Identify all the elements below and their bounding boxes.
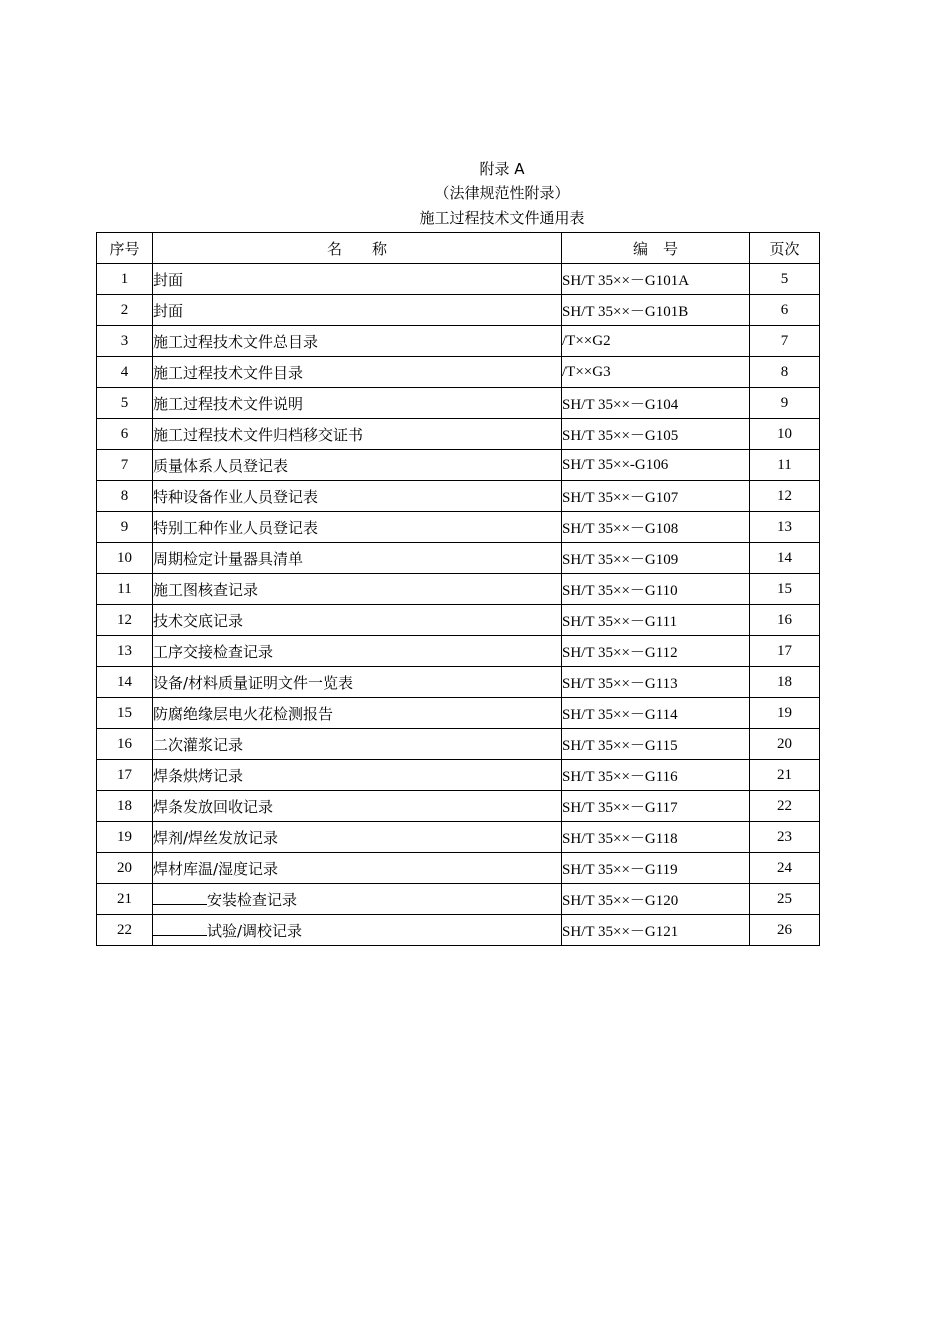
row-name-cell: [153, 419, 562, 450]
row-page: 25: [750, 884, 820, 915]
row-name-cell: [153, 326, 562, 357]
row-page: 14: [750, 543, 820, 574]
row-name: 焊剂/焊丝发放记录: [153, 828, 279, 847]
row-name: 施工过程技术文件归档移交证书: [153, 425, 364, 444]
row-page: 21: [750, 760, 820, 791]
table-row: [97, 326, 820, 357]
table-row: [97, 543, 820, 574]
row-code: SH/T 35××－G113: [562, 667, 750, 698]
row-code: SH/T 35××－G107: [562, 481, 750, 512]
row-page: 6: [750, 295, 820, 326]
table-row: [97, 791, 820, 822]
row-seq: 15: [97, 698, 153, 729]
fill-in-blank: [153, 890, 207, 905]
row-name-cell: [153, 512, 562, 543]
row-page: 15: [750, 574, 820, 605]
row-name-cell: [153, 915, 562, 946]
table-row: [97, 915, 820, 946]
row-name-cell: [153, 543, 562, 574]
row-seq: 12: [97, 605, 153, 636]
row-name: 技术交底记录: [153, 611, 244, 630]
table-row: [97, 450, 820, 481]
row-seq: 7: [97, 450, 153, 481]
table-row: [97, 667, 820, 698]
table-row: [97, 884, 820, 915]
row-code: SH/T 35××－G101B: [562, 295, 750, 326]
table-row: [97, 760, 820, 791]
appendix-title: 附录 A: [479, 160, 525, 178]
row-page: 13: [750, 512, 820, 543]
row-code: SH/T 35××－G105: [562, 419, 750, 450]
row-name-cell: [153, 357, 562, 388]
row-code: SH/T 35××－G117: [562, 791, 750, 822]
row-name-cell: [153, 264, 562, 295]
row-page: 16: [750, 605, 820, 636]
header-seq: 序号: [97, 233, 153, 264]
table-header-row: [97, 233, 820, 264]
row-name-cell: [153, 450, 562, 481]
row-seq: 1: [97, 264, 153, 295]
row-name: 施工过程技术文件总目录: [153, 332, 319, 351]
row-code: SH/T 35××－G116: [562, 760, 750, 791]
row-name-cell: [153, 667, 562, 698]
row-seq: 21: [97, 884, 153, 915]
table-row: [97, 822, 820, 853]
table-row: [97, 729, 820, 760]
row-seq: 6: [97, 419, 153, 450]
row-name: 焊条发放回收记录: [153, 797, 274, 816]
appendix-subtitle: （法律规范性附录）: [434, 184, 570, 202]
row-page: 18: [750, 667, 820, 698]
row-name-cell: [153, 295, 562, 326]
table-row: [97, 419, 820, 450]
row-code: SH/T 35××－G118: [562, 822, 750, 853]
row-name-cell: [153, 853, 562, 884]
row-name-cell: [153, 605, 562, 636]
row-name-cell: [153, 729, 562, 760]
row-seq: 14: [97, 667, 153, 698]
row-code: SH/T 35××－G108: [562, 512, 750, 543]
row-page: 26: [750, 915, 820, 946]
header-name: 名 称: [153, 233, 562, 264]
row-page: 8: [750, 357, 820, 388]
row-code: SH/T 35××－G111: [562, 605, 750, 636]
row-code: SH/T 35××－G115: [562, 729, 750, 760]
row-seq: 10: [97, 543, 153, 574]
row-page: 20: [750, 729, 820, 760]
row-name-cell: [153, 884, 562, 915]
row-seq: 16: [97, 729, 153, 760]
row-name: 设备/材料质量证明文件一览表: [153, 673, 354, 692]
table-row: [97, 357, 820, 388]
table-row: [97, 853, 820, 884]
row-name: 施工图核查记录: [153, 580, 259, 599]
row-name: 安装检查记录: [207, 890, 298, 909]
table-title: 施工过程技术文件通用表: [419, 209, 585, 227]
row-seq: 18: [97, 791, 153, 822]
row-seq: 5: [97, 388, 153, 419]
row-page: 12: [750, 481, 820, 512]
row-code: SH/T 35××－G121: [562, 915, 750, 946]
row-code: SH/T 35××-G106: [562, 450, 750, 481]
row-name: 特别工种作业人员登记表: [153, 518, 319, 537]
row-name: 周期检定计量器具清单: [153, 549, 304, 568]
header-code: 编 号: [562, 233, 750, 264]
row-name: 特种设备作业人员登记表: [153, 487, 319, 506]
row-page: 19: [750, 698, 820, 729]
table-row: [97, 481, 820, 512]
row-name: 施工过程技术文件说明: [153, 394, 304, 413]
row-seq: 13: [97, 636, 153, 667]
row-seq: 11: [97, 574, 153, 605]
table-row: [97, 698, 820, 729]
row-name: 焊条烘烤记录: [153, 766, 244, 785]
row-name: 二次灌浆记录: [153, 735, 244, 754]
row-name-cell: [153, 760, 562, 791]
row-page: 17: [750, 636, 820, 667]
row-name-cell: [153, 791, 562, 822]
row-seq: 9: [97, 512, 153, 543]
row-page: 10: [750, 419, 820, 450]
row-name-cell: [153, 822, 562, 853]
row-code: /T××G3: [562, 357, 750, 388]
row-page: 5: [750, 264, 820, 295]
row-code: SH/T 35××－G101A: [562, 264, 750, 295]
row-seq: 3: [97, 326, 153, 357]
row-code: SH/T 35××－G104: [562, 388, 750, 419]
table-row: [97, 512, 820, 543]
row-name: 防腐绝缘层电火花检测报告: [153, 704, 334, 723]
row-code: SH/T 35××－G110: [562, 574, 750, 605]
row-page: 23: [750, 822, 820, 853]
row-name: 封面: [153, 301, 184, 320]
row-page: 24: [750, 853, 820, 884]
row-code: /T××G2: [562, 326, 750, 357]
fill-in-blank: [153, 921, 207, 936]
row-code: SH/T 35××－G119: [562, 853, 750, 884]
table-row: [97, 636, 820, 667]
table-row: [97, 264, 820, 295]
row-name: 焊材库温/湿度记录: [153, 859, 279, 878]
forms-table: [96, 232, 820, 946]
table-row: [97, 574, 820, 605]
row-seq: 22: [97, 915, 153, 946]
row-seq: 17: [97, 760, 153, 791]
row-name: 工序交接检查记录: [153, 642, 274, 661]
row-seq: 19: [97, 822, 153, 853]
row-name: 施工过程技术文件目录: [153, 363, 304, 382]
row-name: 试验/调校记录: [207, 921, 303, 940]
row-name-cell: [153, 481, 562, 512]
row-page: 22: [750, 791, 820, 822]
row-name: 封面: [153, 270, 184, 289]
row-name-cell: [153, 388, 562, 419]
row-seq: 2: [97, 295, 153, 326]
table-row: [97, 295, 820, 326]
row-code: SH/T 35××－G109: [562, 543, 750, 574]
table-row: [97, 605, 820, 636]
header-page: 页次: [750, 233, 820, 264]
row-name-cell: [153, 698, 562, 729]
row-code: SH/T 35××－G114: [562, 698, 750, 729]
row-seq: 8: [97, 481, 153, 512]
row-name-cell: [153, 636, 562, 667]
row-name-cell: [153, 574, 562, 605]
row-code: SH/T 35××－G112: [562, 636, 750, 667]
row-page: 7: [750, 326, 820, 357]
row-seq: 20: [97, 853, 153, 884]
row-seq: 4: [97, 357, 153, 388]
row-code: SH/T 35××－G120: [562, 884, 750, 915]
row-page: 9: [750, 388, 820, 419]
row-name: 质量体系人员登记表: [153, 456, 289, 475]
table-body: [97, 264, 820, 946]
table-row: [97, 388, 820, 419]
row-page: 11: [750, 450, 820, 481]
